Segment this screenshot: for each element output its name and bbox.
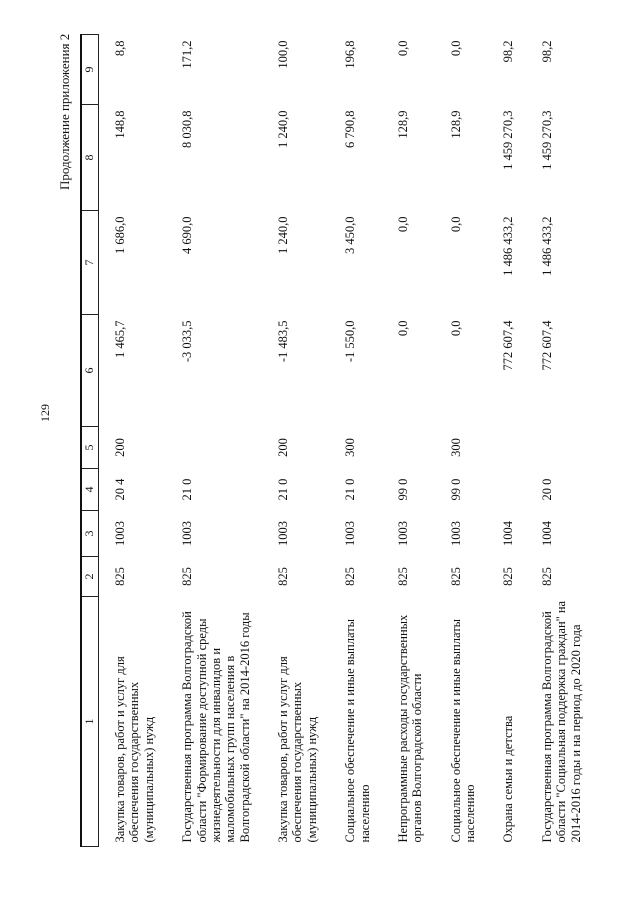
expense-type-code [166, 427, 262, 469]
ministry-code: 825 [276, 567, 290, 586]
percent-col9: 100,0 [276, 40, 290, 69]
page-number: 129 [38, 404, 52, 422]
amount-col7: 0,0 [395, 216, 410, 233]
amount-col7: 0,0 [448, 216, 463, 233]
row-name: Закупка товаров, работ и услуг для обеспечения государственных (муниципальных) нужд [276, 656, 319, 843]
col-header: 9 [81, 35, 99, 105]
section-code: 1003 [448, 521, 463, 546]
amount-col8: 1 240,0 [276, 110, 290, 148]
ministry-code: 825 [501, 567, 516, 586]
row-name: Государственная программа Волгоградской области "Социальная поддержка граждан" на 2014-2016 годы и на период до 2020 года [539, 600, 583, 843]
amount-col7: 4 690,0 [180, 216, 195, 254]
col-header: 6 [81, 315, 99, 427]
table-row [99, 35, 167, 847]
percent-col9: 171,2 [180, 40, 195, 69]
expense-type-code: 300 [448, 438, 463, 457]
expense-type-code [487, 427, 525, 469]
ministry-code: 825 [395, 567, 410, 586]
table-row [166, 35, 262, 847]
expense-type-code: 200 [113, 438, 127, 457]
table-row [329, 35, 382, 847]
program-code: 21 0 [180, 478, 195, 501]
percent-col9: 8,8 [113, 40, 127, 57]
program-code: 99 0 [395, 478, 410, 501]
program-code: 21 0 [343, 478, 358, 501]
section-code: 1003 [276, 521, 290, 546]
expense-type-code: 300 [343, 438, 358, 457]
amount-col8: 128,9 [395, 110, 410, 139]
section-code: 1003 [395, 521, 410, 546]
amount-col7: 1 240,0 [276, 216, 290, 254]
appendix-caption: Продолжение приложения 2 [57, 33, 72, 190]
table-row [382, 35, 435, 847]
section-code: 1003 [180, 521, 195, 546]
table-row [526, 35, 593, 847]
section-code: 1003 [113, 521, 127, 546]
row-name: Непрограммные расходы государственных органов Волгоградской области [395, 614, 425, 843]
col-header: 3 [81, 511, 99, 557]
section-code: 1004 [539, 521, 554, 546]
ministry-code: 825 [113, 567, 127, 586]
row-name: Закупка товаров, работ и услуг для обеспечения государственных (муниципальных) нужд [113, 656, 156, 843]
program-code: 20 0 [539, 478, 554, 501]
col-header: 8 [81, 105, 99, 211]
percent-col9: 98,2 [539, 40, 554, 63]
percent-col9: 0,0 [395, 40, 410, 57]
expense-type-code: 200 [276, 438, 290, 457]
amount-col8: 148,8 [113, 110, 127, 139]
row-name: Государственная программа Волгоградской области "Формирование доступной среды жизнедеятельности для инвалидов и маломобильных групп населения в Волгоградской области" на 2014-2016 годы [180, 611, 252, 843]
amount-col6: 772 607,4 [539, 320, 554, 371]
program-code: 99 0 [448, 478, 463, 501]
col-header: 5 [81, 427, 99, 469]
col-header: 7 [81, 211, 99, 315]
amount-col6: -3 033,5 [180, 320, 195, 363]
amount-col6: 0,0 [395, 320, 410, 337]
ministry-code: 825 [448, 567, 463, 586]
expense-type-code [382, 427, 435, 469]
ministry-code: 825 [180, 567, 195, 586]
amount-col6: 772 607,4 [501, 320, 516, 371]
amount-col8: 8 030,8 [180, 110, 195, 148]
amount-col6: -1 550,0 [343, 320, 358, 363]
amount-col8: 1 459 270,3 [501, 110, 516, 170]
col-header: 1 [81, 597, 99, 847]
section-code: 1003 [343, 521, 358, 546]
amount-col8: 128,9 [448, 110, 463, 139]
row-name: Охрана семьи и детства [501, 715, 516, 843]
amount-col6: -1 483,5 [276, 320, 290, 363]
amount-col8: 1 459 270,3 [539, 110, 554, 170]
row-name: Социальное обеспечение и иные выплаты населению [448, 618, 477, 843]
row-name: Социальное обеспечение и иные выплаты населению [343, 618, 372, 843]
expense-type-code [526, 427, 593, 469]
amount-col7: 1 486 433,2 [539, 216, 554, 276]
amount-col8: 6 790,8 [343, 110, 358, 148]
budget-table [80, 34, 593, 847]
table-header-row [81, 35, 99, 847]
amount-col6: 1 465,7 [113, 320, 127, 358]
program-code: 20 4 [113, 478, 127, 501]
percent-col9: 98,2 [501, 40, 516, 63]
amount-col7: 1 686,0 [113, 216, 127, 254]
amount-col6: 0,0 [448, 320, 463, 337]
ministry-code: 825 [539, 567, 554, 586]
table-row [262, 35, 329, 847]
table-row [435, 35, 488, 847]
section-code: 1004 [501, 521, 516, 546]
amount-col7: 1 486 433,2 [501, 216, 516, 276]
amount-col7: 3 450,0 [343, 216, 358, 254]
ministry-code: 825 [343, 567, 358, 586]
table-row [487, 35, 525, 847]
program-code [487, 469, 525, 511]
percent-col9: 196,8 [343, 40, 358, 69]
col-header: 4 [81, 469, 99, 511]
percent-col9: 0,0 [448, 40, 463, 57]
col-header: 2 [81, 557, 99, 597]
program-code: 21 0 [276, 478, 290, 501]
